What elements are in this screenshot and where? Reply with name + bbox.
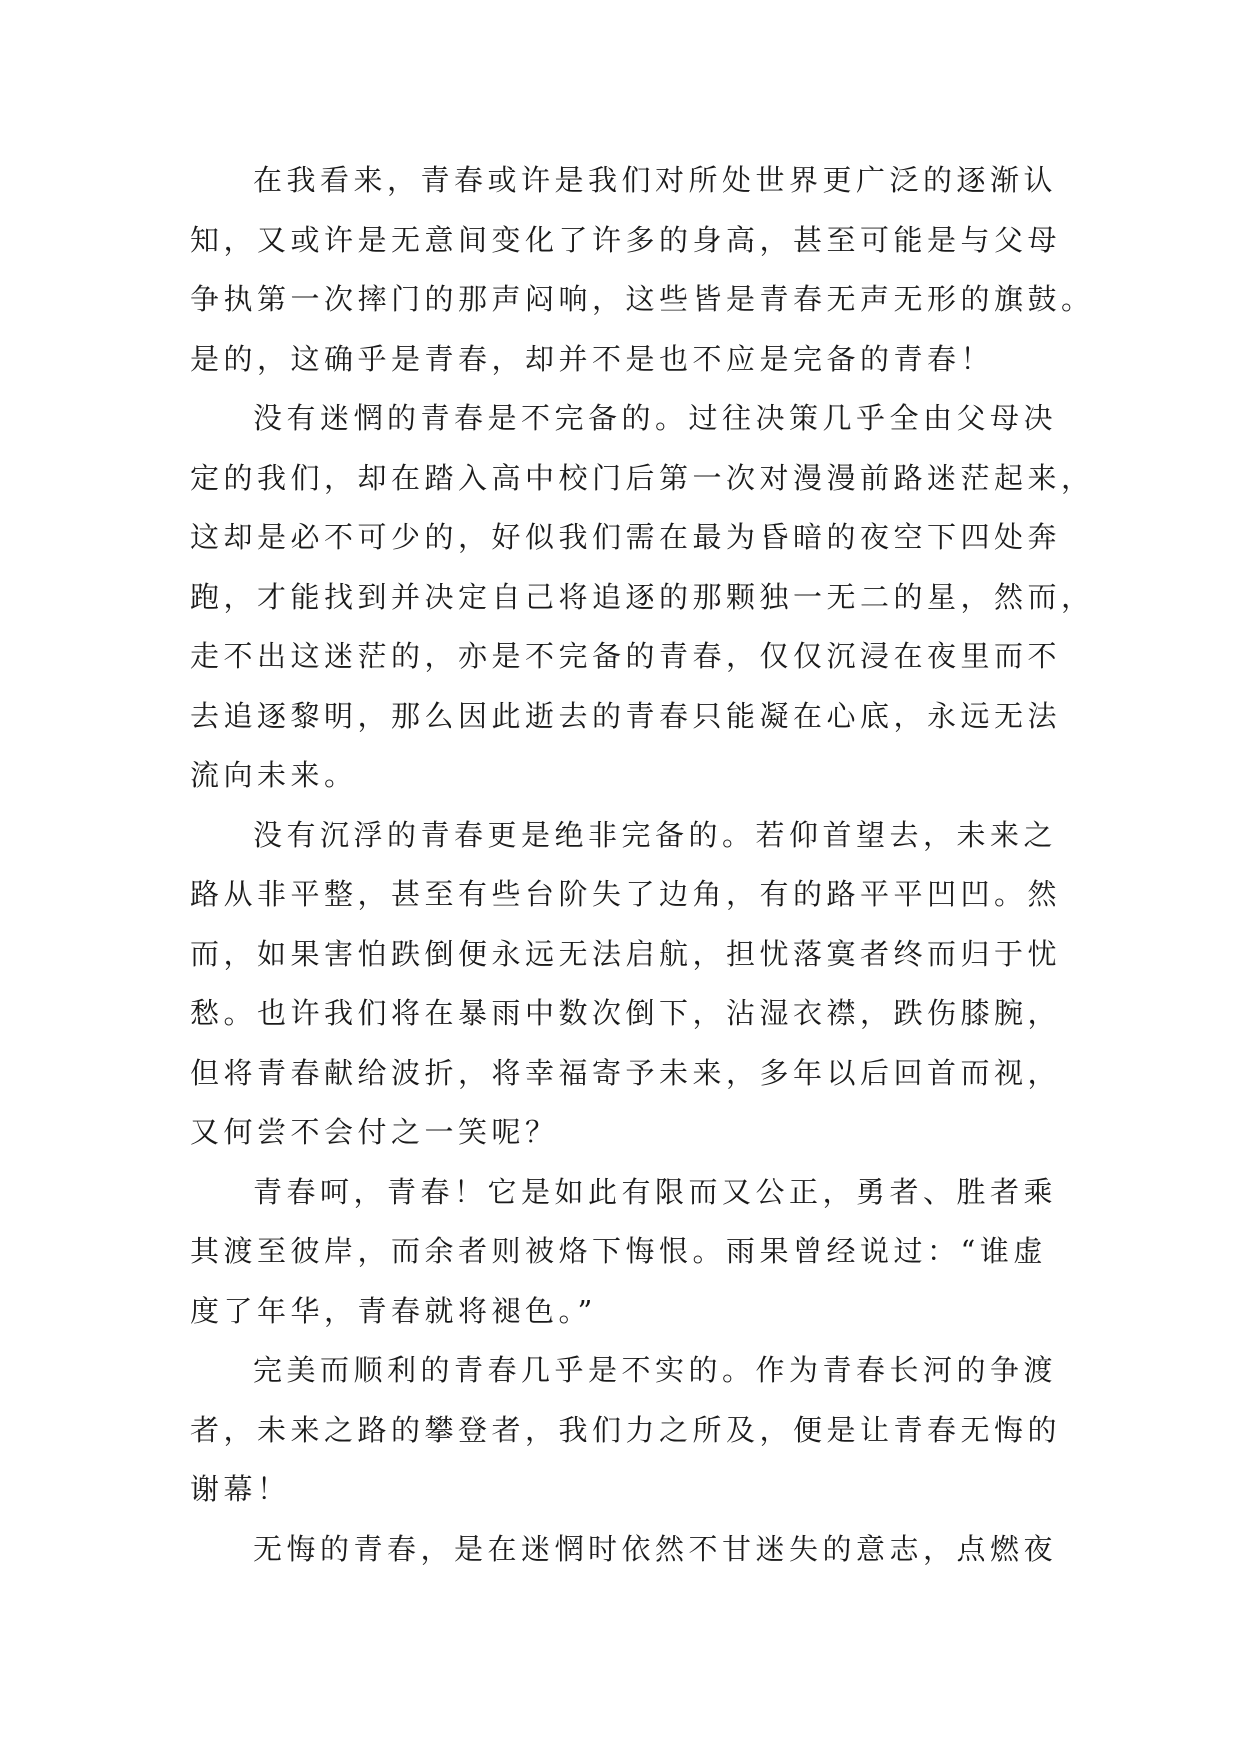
text-line: 去追逐黎明，那么因此逝去的青春只能凝在心底，永远无法 [190, 698, 1062, 733]
text-line: 在我看来，青春或许是我们对所处世界更广泛的逐渐认 [253, 163, 1058, 197]
text-line: 这却是必不可少的，好似我们需在最为昏暗的夜空下四处奔 [190, 520, 1062, 554]
text-line: 流向未来。 [190, 758, 358, 792]
text-line: 定的我们，却在踏入高中校门后第一次对漫漫前路迷茫起来， [190, 460, 1095, 495]
text-line: 度了年华，青春就将褪色。” [190, 1293, 597, 1328]
text-line: 但将青春献给波折，将幸福寄予未来，多年以后回首而视， [190, 1055, 1062, 1090]
text-line: 愁。也许我们将在暴雨中数次倒下，沾湿衣襟，跌伤膝腕， [190, 996, 1062, 1030]
text-line: 其渡至彼岸，而余者则被烙下悔恨。雨果曾经说过：“谁虚 [190, 1234, 1047, 1268]
text-line: 没有迷惘的青春是不完备的。过往决策几乎全由父母决 [253, 401, 1058, 435]
text-line: 是的，这确乎是青春，却并不是也不应是完备的青春！ [190, 341, 995, 376]
text-line: 知，又或许是无意间变化了许多的身高，甚至可能是与父母 [190, 222, 1062, 257]
essay-body [190, 160, 1095, 1588]
text-line: 者，未来之路的攀登者，我们力之所及，便是让青春无悔的 [190, 1412, 1062, 1447]
text-line: 无悔的青春，是在迷惘时依然不甘迷失的意志，点燃夜 [253, 1531, 1058, 1566]
text-line: 又何尝不会付之一笑呢？ [190, 1115, 559, 1149]
text-line: 没有沉浮的青春更是绝非完备的。若仰首望去，未来之 [253, 817, 1058, 852]
text-line: 谢幕！ [190, 1472, 291, 1506]
text-line: 争执第一次摔门的那声闷响，这些皆是青春无声无形的旗鼓。 [190, 282, 1095, 316]
text-line: 走不出这迷茫的，亦是不完备的青春，仅仅沉浸在夜里而不 [190, 639, 1062, 673]
text-line: 而，如果害怕跌倒便永远无法启航，担忧落寞者终而归于忧 [190, 936, 1062, 971]
text-line: 跑，才能找到并决定自己将追逐的那颗独一无二的星，然而， [190, 579, 1095, 614]
text-line: 路从非平整，甚至有些台阶失了边角，有的路平平凹凹。然 [190, 877, 1062, 911]
text-line: 完美而顺利的青春几乎是不实的。作为青春长河的争渡 [253, 1353, 1058, 1387]
text-line: 青春呵，青春！它是如此有限而又公正，勇者、胜者乘 [253, 1174, 1058, 1209]
